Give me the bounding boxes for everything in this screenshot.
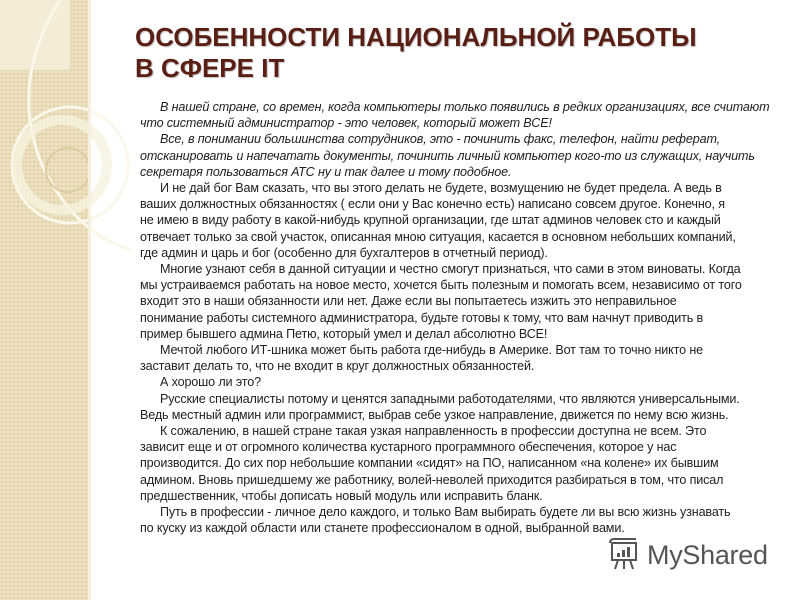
text-line: Многие узнают себя в данной ситуации и честно смогут признаться, что сами в этом виноваты. Когда	[160, 262, 741, 277]
text-line: не имею в виду работу в какой-нибудь крупной организации, где штат админов человек сто и каждый	[140, 213, 721, 228]
text-line: И не дай бог Вам сказать, что вы этого делать не будете, возмущению не будет предела. А ведь в	[160, 181, 722, 196]
decorative-side-band	[0, 0, 88, 600]
text-line: входит это в наши обязанности или нет. Даже если вы попытаетесь изжить это неправильное	[140, 294, 677, 309]
watermark-text: MyShared	[647, 539, 768, 570]
myshared-watermark	[607, 538, 768, 572]
text-line: где админ и царь и бог (особенно для бухгалтеров в отчетный период).	[140, 245, 548, 260]
text-line: ваших должностных обязанностях ( если они у Вас конечно есть) написано совсем другое. Конечно, я	[140, 197, 725, 212]
text-line: производится. До сих пор небольшие компании «сидят» на ПО, написанном «на колене» их бывшим	[140, 456, 719, 471]
text-line: Ведь местный админ или программист, выбрав себе узкое направление, движется по нему всю жизнь.	[140, 407, 729, 422]
text-line: что системный администратор - это человек, который может ВСЕ!	[140, 116, 552, 131]
text-line: предшественник, чтобы дописать новый модуль или исправить бланк.	[140, 488, 543, 503]
text-line: админом. Вновь пришедшему же работнику, волей-неволей приходится разбираться в том, что писал	[140, 472, 724, 487]
text-line: Мечтой любого ИТ-шника может быть работа где-нибудь в Америке. Вот там то точно никто не	[160, 343, 704, 358]
text-line: Путь в профессии - личное дело каждого, и только Вам выбирать будете ли вы всю жизнь узнавать	[160, 505, 731, 520]
text-line: пример бывшего админа Петю, который умел и делал абсолютно ВСЕ!	[140, 326, 548, 341]
text-line: К сожалению, в нашей стране такая узкая направленность в профессии доступна не всем. Это	[160, 424, 707, 439]
text-line: А хорошо ли это?	[160, 375, 261, 390]
title-line-1: ОСОБЕННОСТИ НАЦИОНАЛЬНОЙ РАБОТЫ	[135, 22, 697, 52]
text-line: понимание работы системного администратора, будьте готовы к тому, что вам начнут приводить в	[140, 310, 704, 325]
slide-body-text	[140, 99, 800, 536]
decorative-circles	[0, 0, 130, 600]
text-line: отсканировать и напечатать документы, починить личный компьютер кого-то из служащих, научить	[140, 148, 755, 163]
text-line: Все, в понимании большинства сотрудников, это - починить факс, телефон, найти реферат,	[160, 132, 721, 147]
text-line: мы устраиваемся работать на новое место, хочется быть полезным и помогать всем, независимо от того	[140, 278, 742, 293]
presentation-board-icon	[607, 538, 641, 572]
text-line: заставит делать то, что не входит в круг должностных обязанностей.	[140, 359, 535, 374]
text-line: зависит еще и от огромного количества кустарного программного обеспечения, которое у нас	[140, 440, 677, 455]
text-line: секретаря пользоваться АТС ну и так далее и тому подобное.	[140, 164, 512, 179]
slide-title	[135, 22, 697, 84]
text-line: В нашей стране, со времен, когда компьютеры только появились в редких организациях, все считают	[160, 100, 770, 114]
text-line: отвечает только за свой участок, описанная мною ситуация, касается в основном небольших компаний,	[140, 229, 736, 244]
text-line: Русские специалисты потому и ценятся западными работодателями, что являются универсальными.	[160, 391, 740, 406]
text-line: по куску из каждой области или станете профессионалом в одной, выбранной вами.	[140, 521, 625, 536]
title-line-2: В СФЕРЕ IT	[135, 53, 285, 83]
band-edge	[88, 0, 91, 600]
